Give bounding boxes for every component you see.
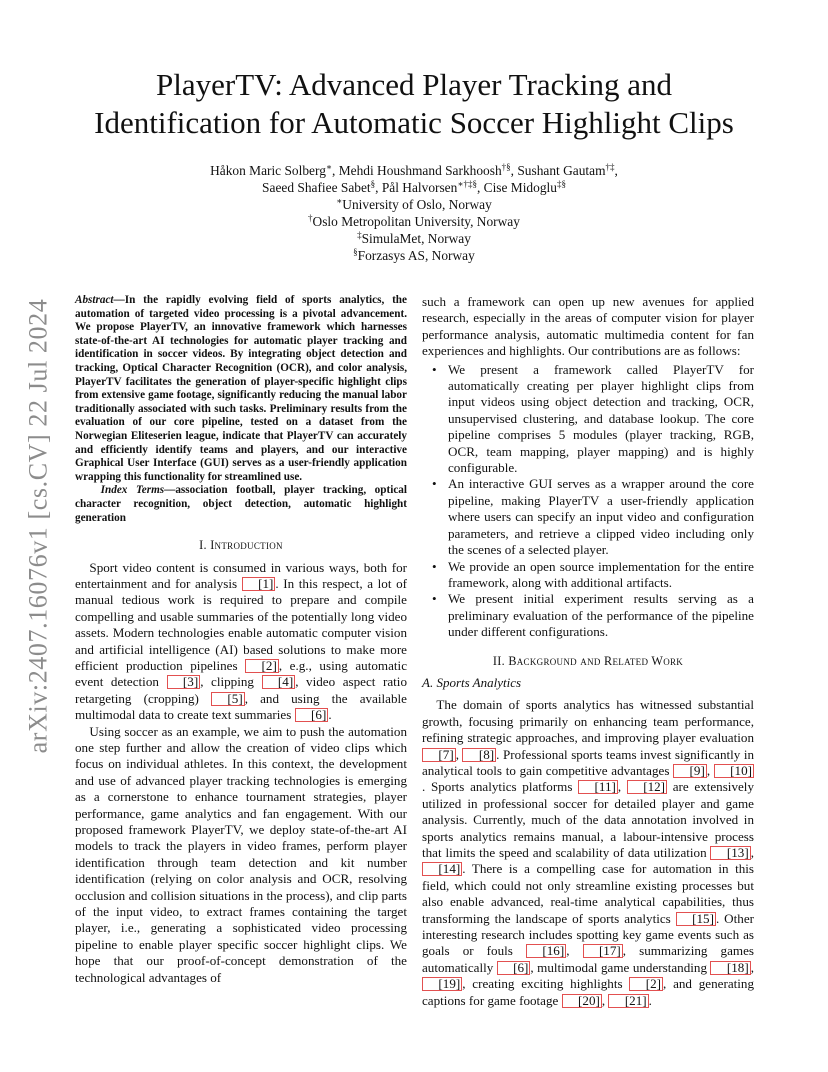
citation-link[interactable]: [17]	[583, 943, 623, 958]
author-affiliation-mark: §	[370, 179, 376, 190]
citation-link[interactable]: [10]	[714, 763, 754, 778]
section-number: I.	[199, 538, 207, 553]
author-name: Saeed Shafiee Sabet	[262, 180, 371, 196]
citation-link[interactable]: [21]	[608, 993, 648, 1008]
affiliation-name: Forzasys AS, Norway	[357, 248, 475, 264]
section-heading-introduction	[75, 537, 407, 553]
citation-link[interactable]: [2]	[245, 658, 279, 673]
list-item	[422, 591, 754, 640]
list-item-text: We present initial experiment results serving as a preliminary evaluation of the performance of the pipeline under different configurations.	[448, 591, 754, 640]
affiliation-line	[60, 196, 768, 213]
citation-link[interactable]: [9]	[673, 763, 707, 778]
background-paragraph-1: The domain of sports analytics has witnessed substantial growth, focusing primarily on enhancing team performance, refining strategic approaches, and improving player evaluation [7] , [8] . Professional sports teams invest significantly in analytical tools to gain competitive advantages [9] , [10]. Sports analytics platforms [11] , [12] are extensively utilized in professional soccer for detailed player and game analysis. Currently, much of the data annotation involved in sports analytics remains manual, a labour-intensive process that limits the speed and scalability of data utilization [13] , [14] . There is a compelling case for automation in this field, which could not only streamline existing processes but also enable advanced, real-time analytical capabilities, thus transforming the landscape of sports analytics [15] . Other interesting research includes spotting key game events such as goals or fouls [16] , [17] , summarizing games automatically [6] , multimodal game understanding [18] , [19] , creating exciting highlights [2] , and generating captions for game footage [20] , [21] .	[422, 697, 755, 1008]
citation-link[interactable]: [16]	[526, 943, 566, 958]
author-affiliation-mark: ‡§	[556, 179, 566, 190]
arxiv-identifier	[8, 294, 68, 758]
citation-link[interactable]: [18]	[710, 960, 750, 975]
bullet-icon: •	[432, 558, 437, 574]
author-name: Mehdi Houshmand Sarkhoosh	[338, 163, 502, 178]
left-column	[75, 294, 407, 986]
list-item	[422, 362, 754, 477]
author-line-2: Saeed Shafiee Sabet§, Pål Halvorsen∗†‡§, Cise Midoglu‡§	[262, 179, 566, 196]
author-name: Sushant Gautam	[517, 163, 606, 178]
list-item-text: We provide an open source implementation for the entire framework, along with additional artifacts.	[448, 558, 754, 590]
citation-link[interactable]: [5]	[211, 691, 245, 706]
affiliation-line	[60, 247, 768, 264]
bullet-icon: •	[432, 591, 437, 607]
author-name: Cise Midoglu	[483, 180, 557, 196]
author-affiliation-mark: †‡	[605, 162, 615, 172]
index-terms-text: —association football, player tracking, optical character recognition, object detection, automatic highlight generation	[75, 484, 407, 524]
citation-link[interactable]: [12]	[627, 779, 667, 794]
section-title: Background and Related Work	[508, 653, 684, 668]
paper-title-line-2: Identification for Automatic Soccer Highlight Clips	[94, 105, 734, 140]
citation-link[interactable]: [15]	[676, 911, 716, 926]
section-title: Introduction	[210, 538, 283, 553]
citation-link[interactable]: [6]	[295, 707, 329, 722]
intro-paragraph-3: such a framework can open up new avenues for applied research, especially in the areas of computer vision for player performance analysis, automatic multimedia content for fan experiences and highlights. Our contributions are as follows:	[422, 294, 754, 359]
author-affiliation-mark: ∗†‡§	[457, 179, 477, 190]
list-item	[422, 476, 754, 558]
right-column	[422, 294, 754, 1009]
citation-link[interactable]: [8]	[462, 747, 496, 762]
abstract-label: Abstract	[75, 294, 114, 306]
subsection-heading-sports-analytics: A. Sports Analytics	[422, 674, 522, 690]
affiliation-name: SimulaMet, Norway	[361, 231, 471, 247]
author-affiliation-mark: †§	[501, 162, 511, 172]
list-item-text: An interactive GUI serves as a wrapper around the core pipeline, making PlayerTV a user-friendly application where users can specify an input video and configuration parameters, and retrieve a clipped video including only the scenes of a selected player.	[448, 476, 754, 558]
author-line-1: Håkon Maric Solberg∗, Mehdi Houshmand Sarkhoosh†§, Sushant Gautam†‡,	[210, 162, 618, 178]
bullet-icon: •	[432, 476, 437, 492]
contributions-list	[422, 362, 754, 641]
intro-paragraph-2: Using soccer as an example, we aim to push the automation one step further and allow the creation of video clips which focus on individual athletes. In this context, the development and use of advanced player tracking technologies is emerging as a cornerstone to enhance tournament strategies, player performance, game analytics and fan engagement. With our proposed framework PlayerTV, we deploy state-of-the-art AI models to track the players in video frames, perform player identification through team detection and kit number identification (relying on color analysis and OCR, resolving occlusion and collision situations in the process), and clip parts of the input video, to extract frames containing the target player, i.e., generating a sophisticated video processing pipeline to enable player specific soccer highlight clips. We hope that our proof-of-concept demonstration of the technological advantages of	[75, 723, 407, 985]
citation-link[interactable]: [20]	[562, 993, 602, 1008]
author-block	[60, 162, 768, 265]
citation-link[interactable]: [3]	[167, 674, 201, 689]
affiliation-name: University of Oslo, Norway	[342, 197, 492, 213]
citation-link[interactable]: [1]	[242, 576, 276, 591]
author-name: Pål Halvorsen	[381, 180, 458, 196]
citation-link[interactable]: [6]	[497, 960, 531, 975]
citation-link[interactable]: [11]	[578, 779, 618, 794]
section-heading-background	[422, 653, 754, 669]
paper-title-line-1: PlayerTV: Advanced Player Tracking and	[156, 67, 672, 102]
author-affiliation-mark: ∗	[325, 162, 333, 172]
author-name: Håkon Maric Solberg	[210, 163, 326, 178]
bullet-icon: •	[432, 361, 437, 377]
affiliation-name: Oslo Metropolitan University, Norway	[312, 214, 520, 230]
citation-link[interactable]: [4]	[262, 674, 296, 689]
affiliation-line	[60, 213, 768, 230]
affiliation-mark: ‡	[357, 230, 362, 241]
section-number: II.	[492, 653, 505, 668]
affiliation-mark: †	[308, 213, 313, 224]
arxiv-identifier-text: arXiv:2407.16076v1 [cs.CV] 22 Jul 2024	[23, 298, 52, 754]
intro-paragraph-1: Sport video content is consumed in various ways, both for entertainment and for analysis [1] . In this respect, a lot of manual tedious work is required to prepare and compile compelling and usable summaries of the potentially long video assets. Modern technologies enable automatic computer vision and artificial intelligence (AI) based solutions to make more efficient production pipelines [2] , e.g., using automatic event detection [3] , clipping [4] , video aspect ratio retargeting (cropping) [5] , and using the available multimodal data to create text summaries [6] .	[75, 559, 408, 723]
citation-link[interactable]: [14]	[422, 861, 462, 876]
abstract	[75, 294, 407, 484]
citation-link[interactable]: [2]	[629, 976, 663, 991]
affiliation-mark: ∗	[336, 196, 343, 207]
index-terms	[75, 484, 407, 525]
paper-title	[30, 66, 798, 142]
list-item	[422, 559, 754, 592]
abstract-text: —In the rapidly evolving field of sports analytics, the automation of targeted video processing is a pivotal advancement. We propose PlayerTV, an innovative framework which harnesses state-of-the-art AI technologies for automatic player tracking and identification in soccer videos. By integrating object detection and tracking, Optical Character Recognition (OCR), and color analysis, PlayerTV facilitates the generation of player-specific highlight clips from extensive game footage, significantly reducing the manual labor traditionally associated with such tasks. Preliminary results from the evaluation of our core pipeline, tested on a dataset from the Norwegian Eliteserien league, indicate that PlayerTV can accurately and efficiently identify teams and players, and our interactive Graphical User Interface (GUI) serves as a user-friendly application wrapping this functionality for streamlined use.	[75, 294, 407, 483]
affiliation-mark: §	[353, 247, 358, 258]
affiliation-line	[60, 230, 768, 247]
list-item-text: We present a framework called PlayerTV for automatically creating per player highlight clips from input videos using object detection and tracking, OCR, unsupervised clustering, and database lookup. The core pipeline comprises 5 modules (player tracking, RGB, OCR, team mapping, player mapping) and is highly configurable.	[448, 361, 754, 476]
citation-link[interactable]: [19]	[422, 976, 462, 991]
citation-link[interactable]: [13]	[710, 845, 750, 860]
citation-link[interactable]: [7]	[422, 747, 456, 762]
index-terms-label: Index Terms	[100, 484, 165, 497]
